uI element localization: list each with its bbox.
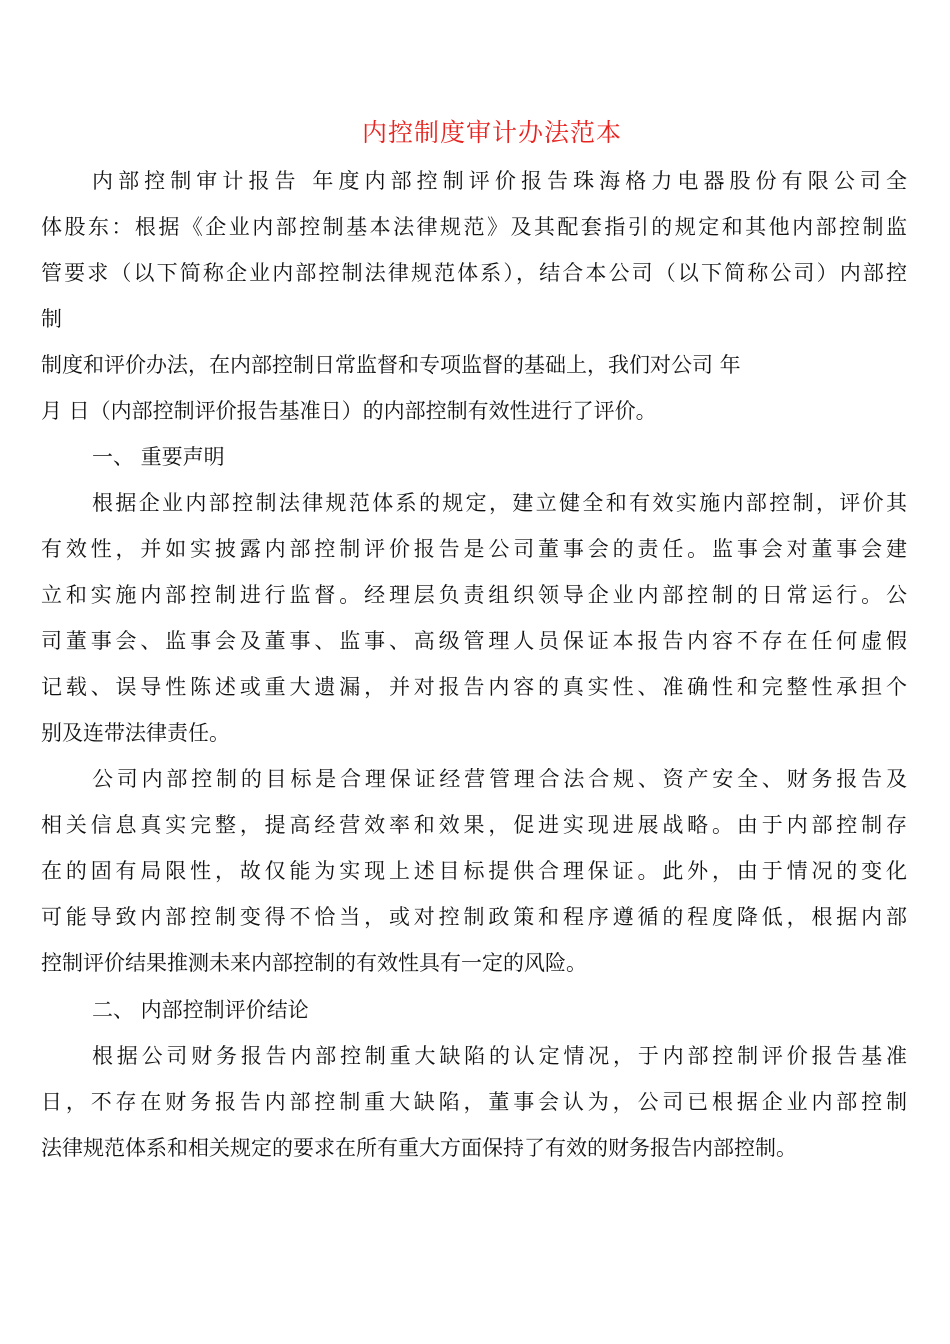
paragraph-line: 体股东：根据《企业内部控制基本法律规范》及其配套指引的规定和其他内部控制监 <box>41 215 907 239</box>
section-heading: 二、 内部控制评价结论 <box>92 998 309 1022</box>
paragraph-line: 立和实施内部控制进行监督。经理层负责组织领导企业内部控制的日常运行。公 <box>41 583 907 607</box>
paragraph-line: 内部控制审计报告 年度内部控制评价报告珠海格力电器股份有限公司全 <box>92 169 907 193</box>
paragraph-line: 可能导致内部控制变得不恰当，或对控制政策和程序遵循的程度降低，根据内部 <box>41 905 907 929</box>
paragraph-line: 记载、误导性陈述或重大遗漏，并对报告内容的真实性、准确性和完整性承担个 <box>41 675 907 699</box>
paragraph-line: 制度和评价办法，在内部控制日常监督和专项监督的基础上，我们对公司 年 <box>41 353 741 377</box>
paragraph-line: 别及连带法律责任。 <box>41 721 230 745</box>
paragraph-line: 司董事会、监事会及董事、监事、高级管理人员保证本报告内容不存在任何虚假 <box>41 629 907 653</box>
paragraph-line: 日，不存在财务报告内部控制重大缺陷，董事会认为，公司已根据企业内部控制 <box>41 1090 907 1114</box>
paragraph-line: 在的固有局限性，故仅能为实现上述目标提供合理保证。此外，由于情况的变化 <box>41 859 907 883</box>
paragraph-line: 有效性，并如实披露内部控制评价报告是公司董事会的责任。监事会对董事会建 <box>41 537 907 561</box>
paragraph-line: 根据公司财务报告内部控制重大缺陷的认定情况，于内部控制评价报告基准 <box>92 1044 907 1068</box>
paragraph-line: 控制评价结果推测未来内部控制的有效性具有一定的风险。 <box>41 951 587 975</box>
paragraph-line: 根据企业内部控制法律规范体系的规定，建立健全和有效实施内部控制，评价其 <box>92 491 907 515</box>
paragraph-line: 制 <box>41 307 62 331</box>
paragraph-line: 月 日（内部控制评价报告基准日）的内部控制有效性进行了评价。 <box>41 399 657 423</box>
paragraph-line: 公司内部控制的目标是合理保证经营管理合法合规、资产安全、财务报告及 <box>92 767 907 791</box>
document-title: 内控制度审计办法范本 <box>361 118 622 147</box>
paragraph-line: 相关信息真实完整，提高经营效率和效果，促进实现进展战略。由于内部控制存 <box>41 813 907 837</box>
paragraph-line: 法律规范体系和相关规定的要求在所有重大方面保持了有效的财务报告内部控制。 <box>41 1136 797 1160</box>
section-heading: 一、 重要声明 <box>92 445 225 469</box>
paragraph-line: 管要求（以下简称企业内部控制法律规范体系），结合本公司（以下简称公司）内部控 <box>41 261 907 285</box>
